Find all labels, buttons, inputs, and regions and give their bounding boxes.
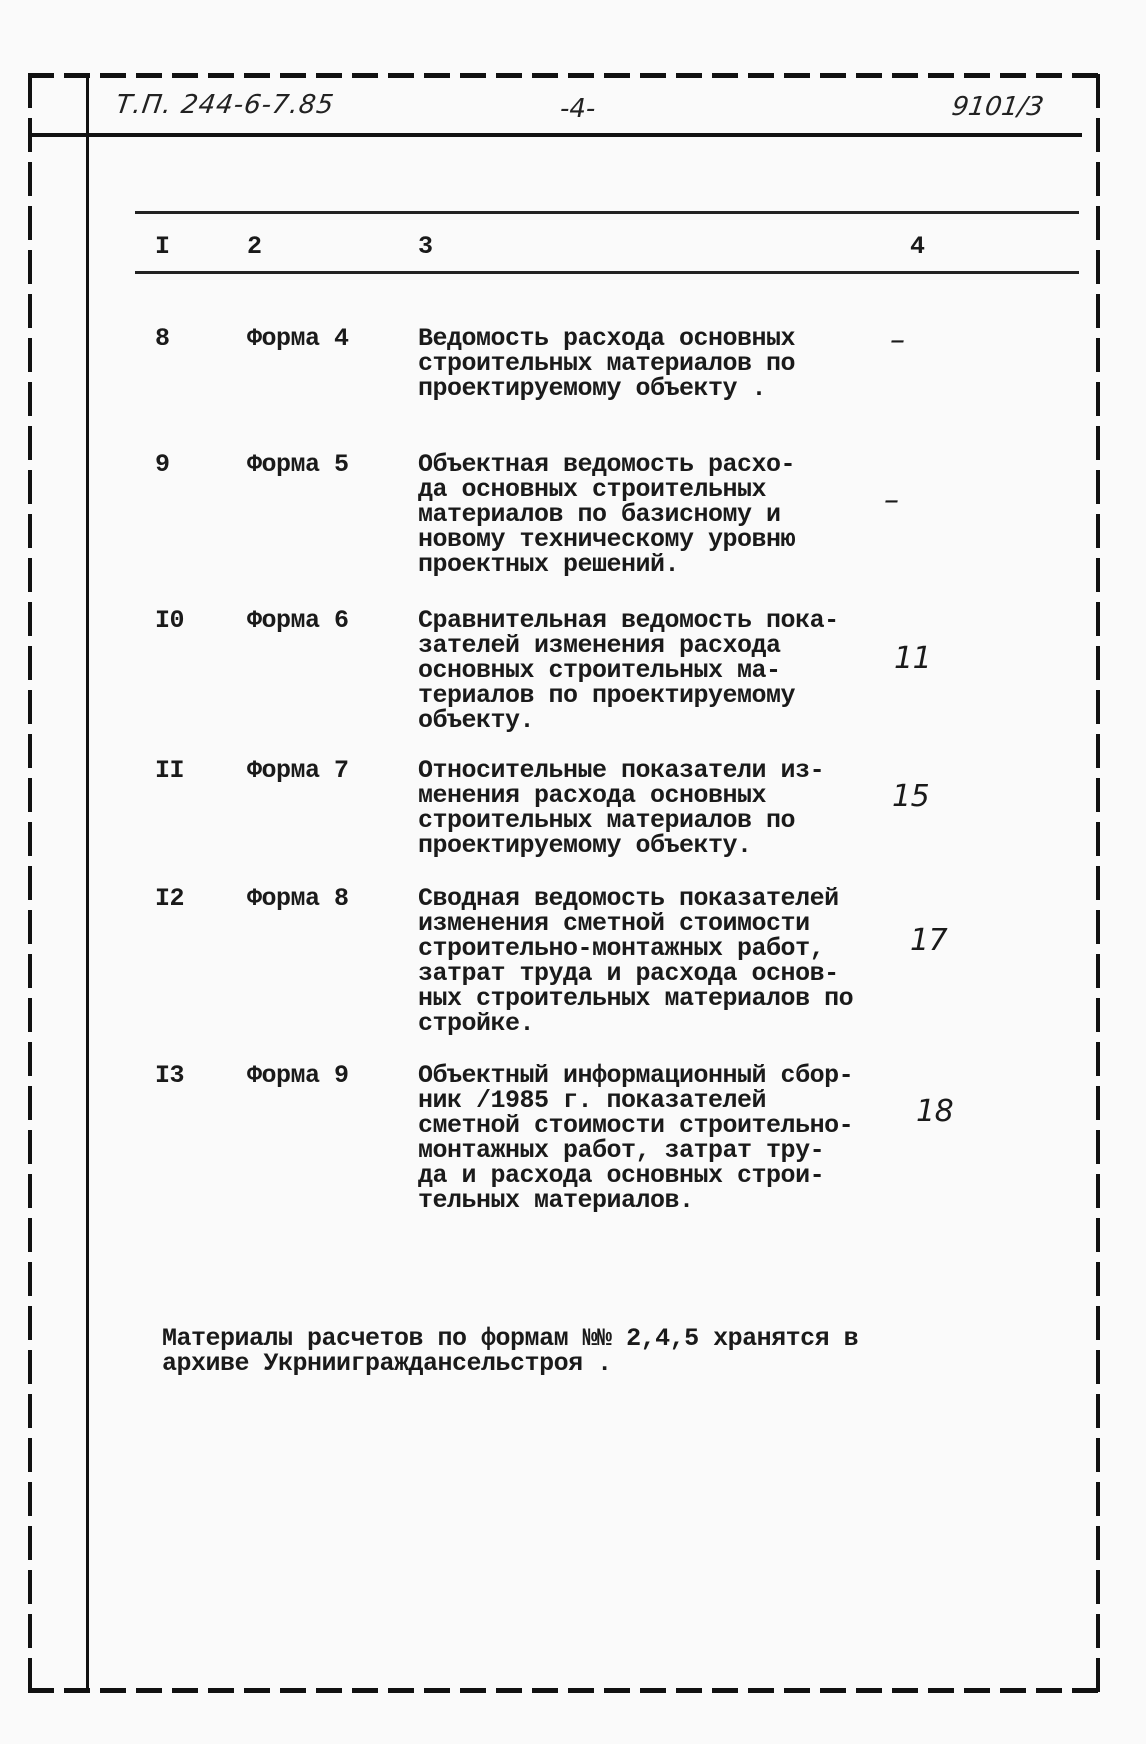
frame-top-border [28, 73, 1100, 78]
page-reference: 15 [892, 779, 930, 814]
form-label: Форма 6 [247, 606, 349, 635]
form-label: Форма 8 [247, 884, 349, 913]
form-label: Форма 5 [247, 450, 349, 479]
column-header-1: I [155, 232, 170, 261]
row-number: 8 [155, 324, 170, 353]
row-description: Объектный информационный сбор- ник /1985 г. показателей сметной стоимости строительно- монтажных работ, затрат тру- да и расхода основных строи- тельных материалов. [418, 1061, 854, 1215]
form-label: Форма 4 [247, 324, 349, 353]
table-header-rule [135, 271, 1079, 274]
row-number: 9 [155, 450, 170, 479]
page-reference: 18 [916, 1094, 954, 1129]
row-description: Сводная ведомость показателей изменения сметной стоимости строительно-монтажных работ, затрат труда и расхода основ- ных строительных материалов по стройке. [418, 884, 854, 1038]
page-reference: 17 [910, 923, 948, 958]
page-number: -4- [560, 94, 596, 124]
row-description: Ведомость расхода основных строительных материалов по проектируемому объекту . [418, 324, 796, 403]
row-description: Относительные показатели из- менения расхода основных строительных материалов по проектируемому объекту. [418, 756, 825, 860]
header-divider-line [30, 133, 1082, 137]
page-reference: – [884, 483, 899, 518]
column-header-2: 2 [247, 232, 262, 261]
form-label: Форма 7 [247, 756, 349, 785]
row-number: II [155, 756, 185, 785]
frame-bottom-border [28, 1688, 1100, 1693]
row-number: I2 [155, 884, 185, 913]
sheet-code: 9101/3 [949, 92, 1046, 122]
archive-note: Материалы расчетов по формам №№ 2,4,5 хранятся в архиве Укрнииграждансельстроя . [162, 1324, 859, 1378]
page-reference: – [890, 323, 905, 358]
frame-left-border [28, 74, 32, 1692]
column-header-4: 4 [910, 232, 925, 261]
column-header-3: 3 [418, 232, 433, 261]
table-top-rule [135, 211, 1079, 214]
row-description: Сравнительная ведомость пока- зателей изменения расхода основных строительных ма- териалов по проектируемому объекту. [418, 606, 839, 735]
row-number: I0 [155, 606, 185, 635]
page-reference: 11 [894, 641, 932, 676]
binding-margin-line [86, 74, 89, 1692]
form-label: Форма 9 [247, 1061, 349, 1090]
document-code: Т.П. 244-6-7.85 [113, 90, 337, 120]
row-number: I3 [155, 1061, 185, 1090]
frame-right-border [1096, 74, 1100, 1692]
row-description: Объектная ведомость расхо- да основных строительных материалов по базисному и новому техническому уровню проектных решений. [418, 450, 796, 579]
